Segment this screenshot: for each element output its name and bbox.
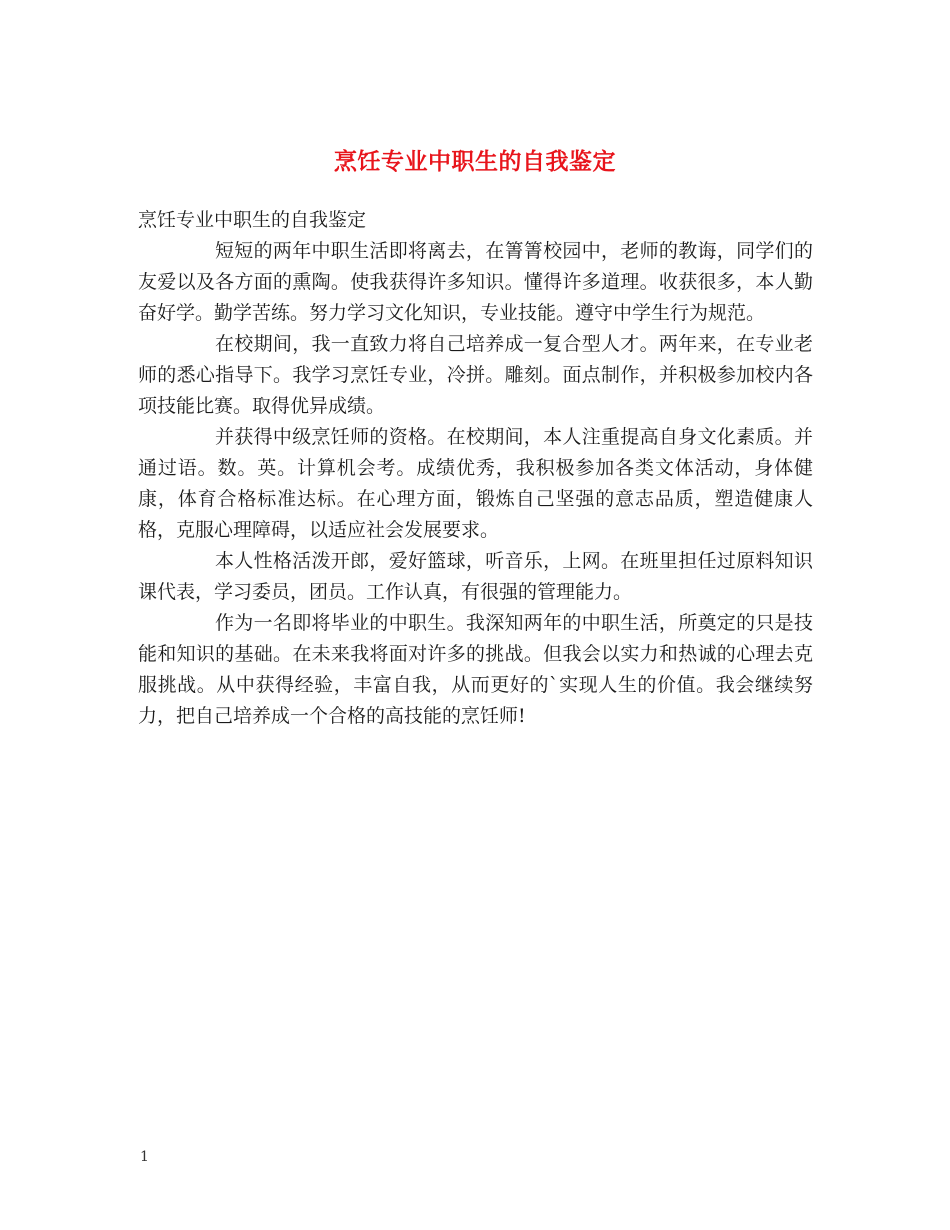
- paragraph: 短短的两年中职生活即将离去，在箐箐校园中，老师的教诲，同学们的友爱以及各方面的熏陶。使我获得许多知识。懂得许多道理。收获很多，本人勤奋好学。勤学苦练。努力学习文化知识，专业技能。遵守中学生行为规范。: [138, 240, 813, 324]
- paragraph: 作为一名即将毕业的中职生。我深知两年的中职生活，所奠定的只是技能和知识的基础。在未来我将面对许多的挑战。但我会以实力和热诚的心理去克服挑战。从中获得经验，丰富自我，从而更好的`实现人生的价值。我会继续努力，把自己培养成一个合格的高技能的烹饪师!: [138, 612, 813, 727]
- document-subtitle: 烹饪专业中职生的自我鉴定: [138, 209, 367, 231]
- paragraph: 并获得中级烹饪师的资格。在校期间，本人注重提高自身文化素质。并通过语。数。英。计算机会考。成绩优秀，我积极参加各类文体活动，身体健康，体育合格标准达标。在心理方面，锻炼自己坚强的意志品质，塑造健康人格，克服心理障碍，以适应社会发展要求。: [138, 426, 813, 541]
- document-body: [138, 205, 813, 732]
- paragraph: 本人性格活泼开郎，爱好篮球，听音乐，上网。在班里担任过原料知识课代表，学习委员，团员。工作认真，有很强的管理能力。: [138, 550, 813, 603]
- paragraph: 在校期间，我一直致力将自己培养成一复合型人才。两年来，在专业老师的悉心指导下。我学习烹饪专业，冷拼。雕刻。面点制作，并积极参加校内各项技能比赛。取得优异成绩。: [138, 333, 813, 417]
- page-number: 1: [140, 1149, 149, 1165]
- document-title: 烹饪专业中职生的自我鉴定: [334, 148, 616, 176]
